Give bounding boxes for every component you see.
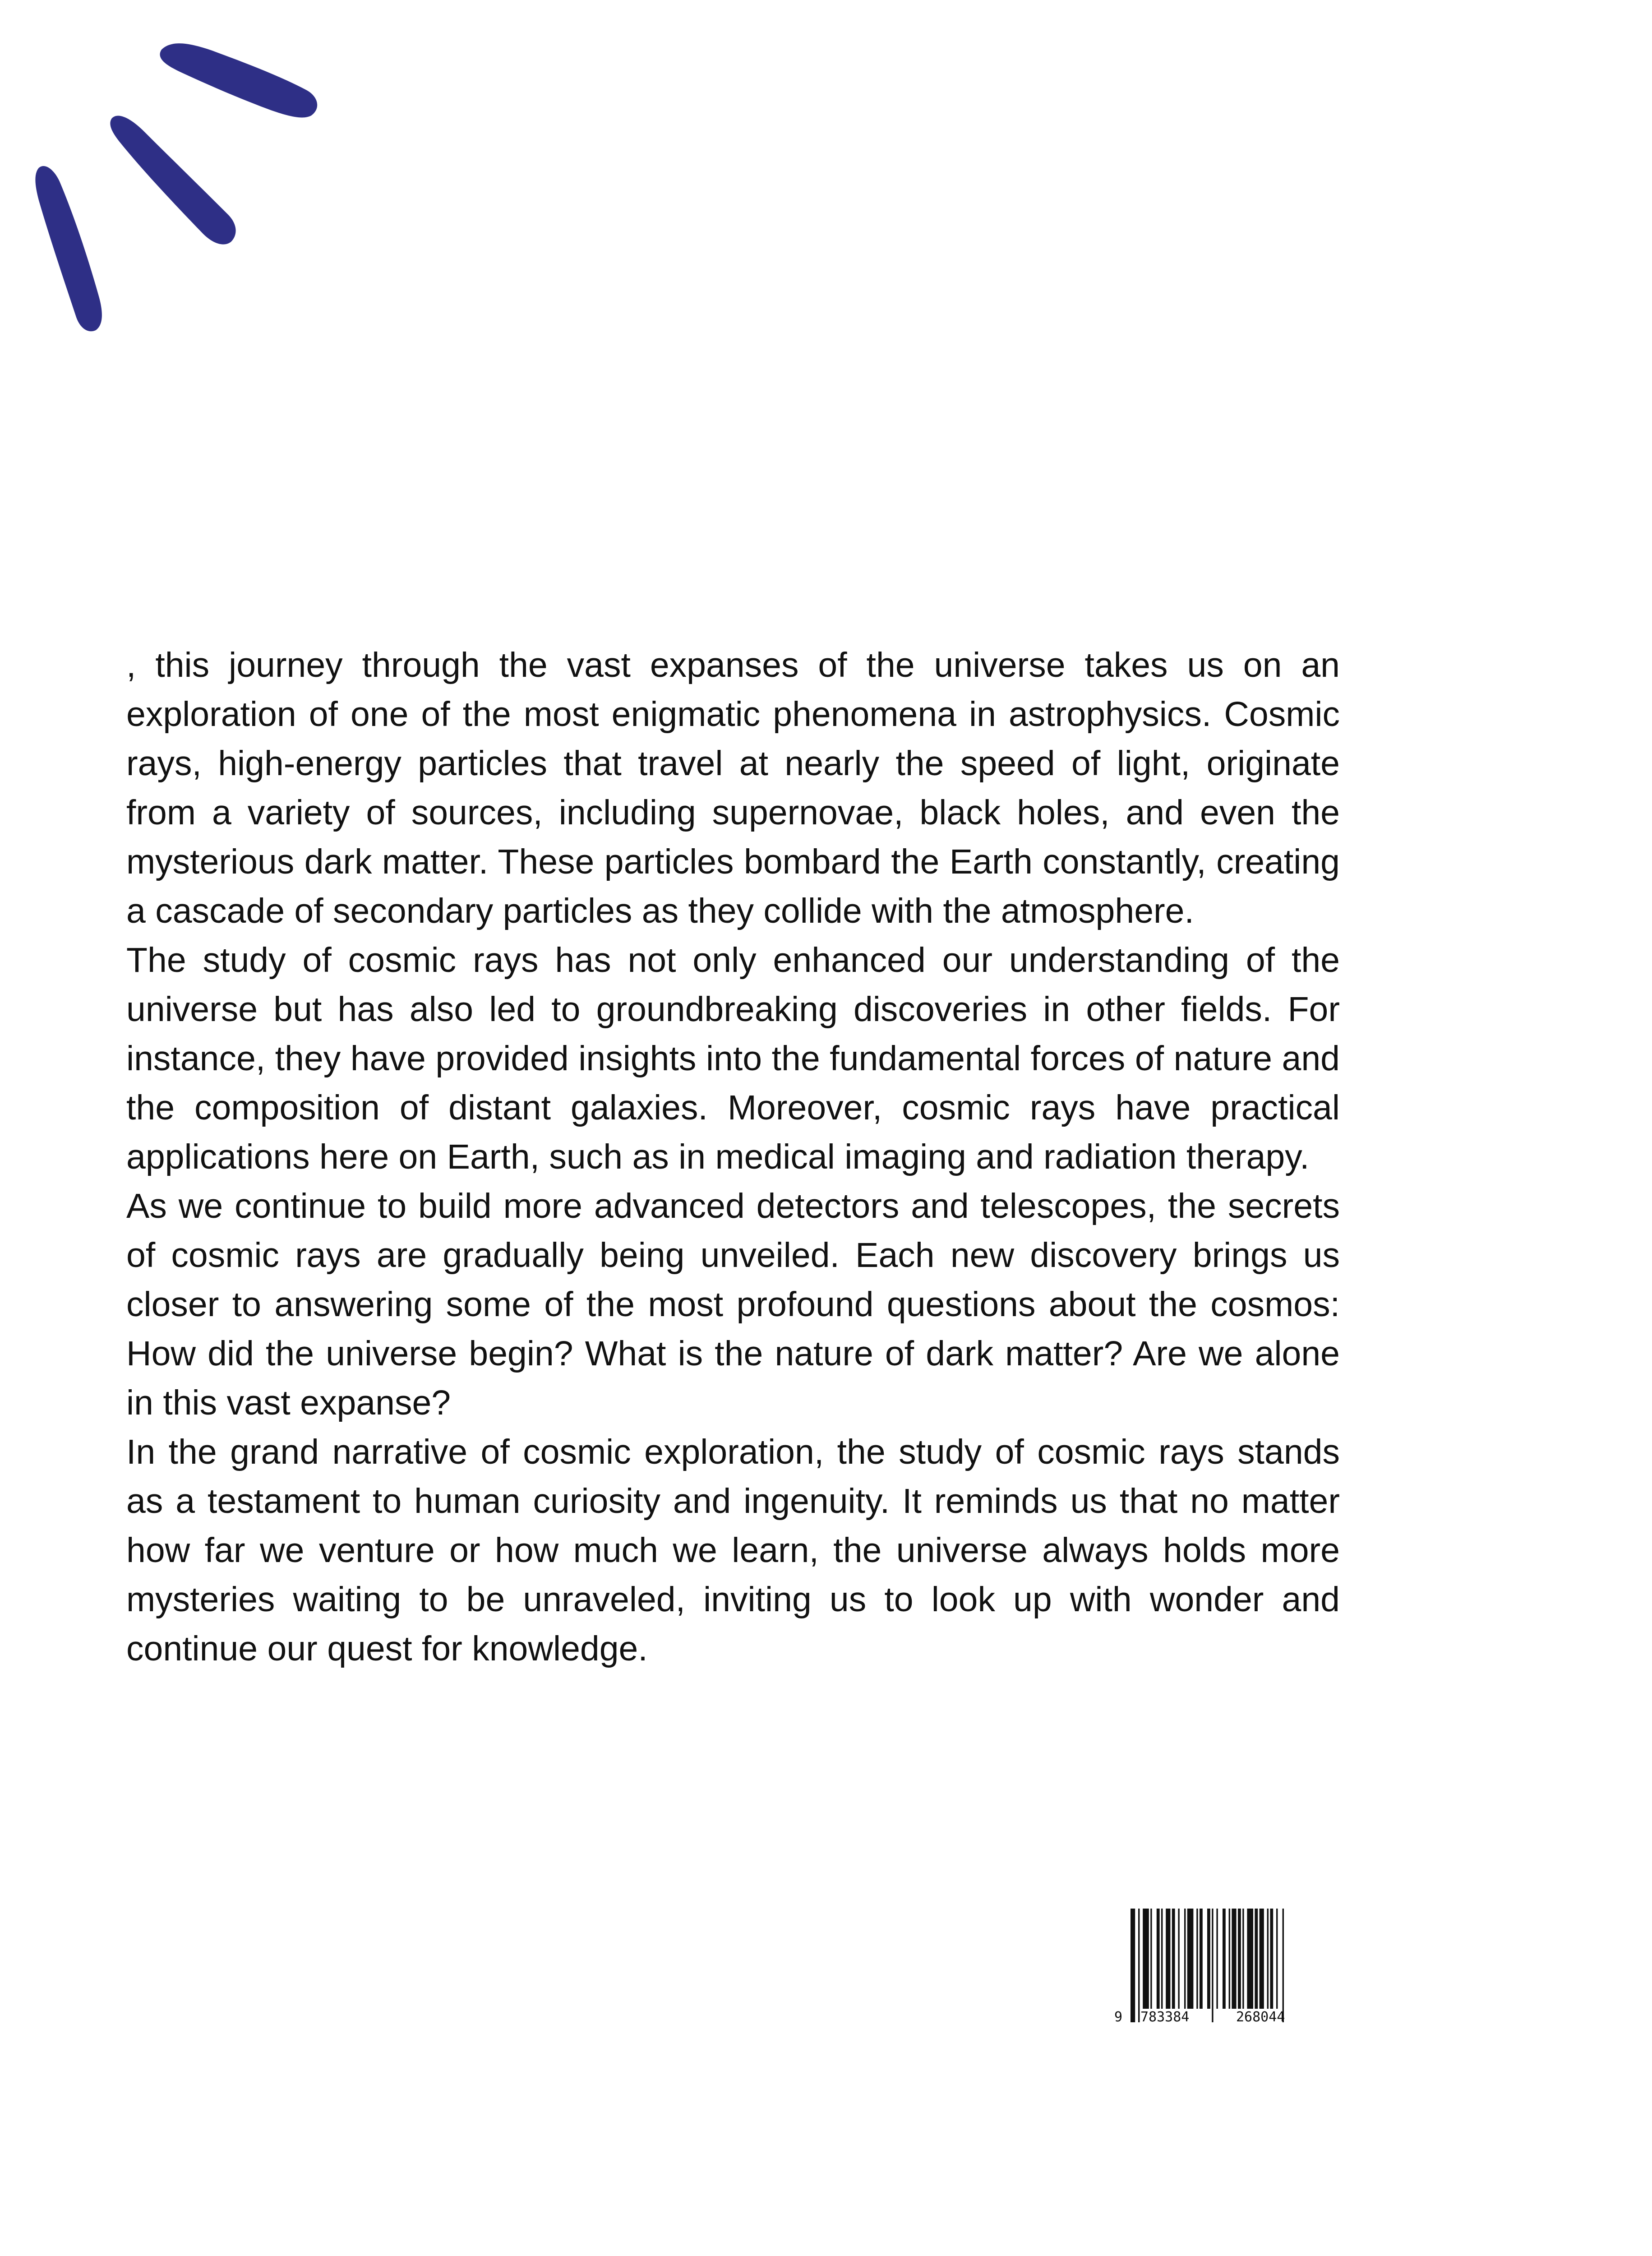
brush-stroke-left [35,166,102,331]
barcode-bar [1232,1909,1236,2009]
back-cover-text [126,641,1340,1674]
barcode-bar [1238,1909,1241,2009]
barcode-bar [1283,1909,1284,2022]
paragraph-4: In the grand narrative of cosmic exploration, the study of cosmic rays stands as a testament to human curiosity and ingenuity. It reminds us that no matter how far we venture or how much we learn, the universe always holds more mysteries waiting to be unraveled, inviting us to look up with wonder and continue our quest for knowledge. [126,1433,1340,1668]
barcode-bars [1131,1909,1284,2022]
barcode-bar [1200,1909,1203,2009]
barcode-bar [1212,1909,1213,2022]
barcode-bar [1178,1909,1179,2009]
barcode-bar [1184,1909,1186,2009]
barcode-bar [1229,1909,1230,2009]
barcode-bar [1223,1909,1226,2009]
barcode-digits-left: 783384 [1140,2009,1190,2025]
barcode-bar [1276,1909,1278,2009]
barcode-bar [1196,1909,1198,2009]
barcode-bar [1157,1909,1160,2009]
barcode-bar [1260,1909,1264,2009]
barcode-bar [1166,1909,1170,2009]
barcode-bar [1161,1909,1163,2009]
barcode-bar [1131,1909,1135,2022]
barcode-digit-first: 9 [1114,2009,1123,2025]
paragraph-3: As we continue to build more advanced detectors and telescopes, the secrets of cosmic rays are gradually being unveiled. Each new discovery brings us closer to answering some of the most profound questions about the cosmos: How did the universe begin? What is the nature of dark matter? Are we alone in this vast expanse? [126,1187,1340,1422]
barcode-graphic [1114,1909,1322,2026]
barcode-bar [1255,1909,1258,2009]
barcode-bar [1216,1909,1218,2009]
barcode-bar [1143,1909,1149,2009]
brush-stroke-top [160,43,318,117]
barcode-digits-right: 268044 [1236,2009,1285,2025]
barcode-bar [1150,1909,1152,2009]
brush-stroke-middle [110,116,235,245]
barcode-bar [1207,1909,1210,2009]
barcode-bar [1270,1909,1273,2009]
barcode-bar [1267,1909,1269,2009]
paragraph-2: The study of cosmic rays has not only enhanced our understanding of the universe but has also led to groundbreaking discoveries in other fields. For instance, they have provided insights into the fundamental forces of nature and the composition of distant galaxies. Moreover, cosmic rays have practical applications here on Earth, such as in medical imaging and radiation therapy. [126,941,1340,1176]
barcode-bar [1187,1909,1194,2009]
barcode-bar [1138,1909,1140,2022]
brush-stroke-rays-icon [0,0,343,352]
paragraph-1: , this journey through the vast expanses of the universe takes us on an exploration of one of the most enigmatic phenomena in astrophysics. Cosmic rays, high-energy particles that travel at nearly the speed of light, originate from a variety of sources, including supernovae, black holes, and even the mysterious dark matter. These particles bombard the Earth constantly, creating a cascade of secondary particles as they collide with the atmosphere. [126,646,1340,930]
barcode-bar [1247,1909,1253,2009]
barcode-bar [1172,1909,1175,2009]
isbn-barcode [1114,1909,1322,2026]
barcode-bar [1242,1909,1244,2009]
